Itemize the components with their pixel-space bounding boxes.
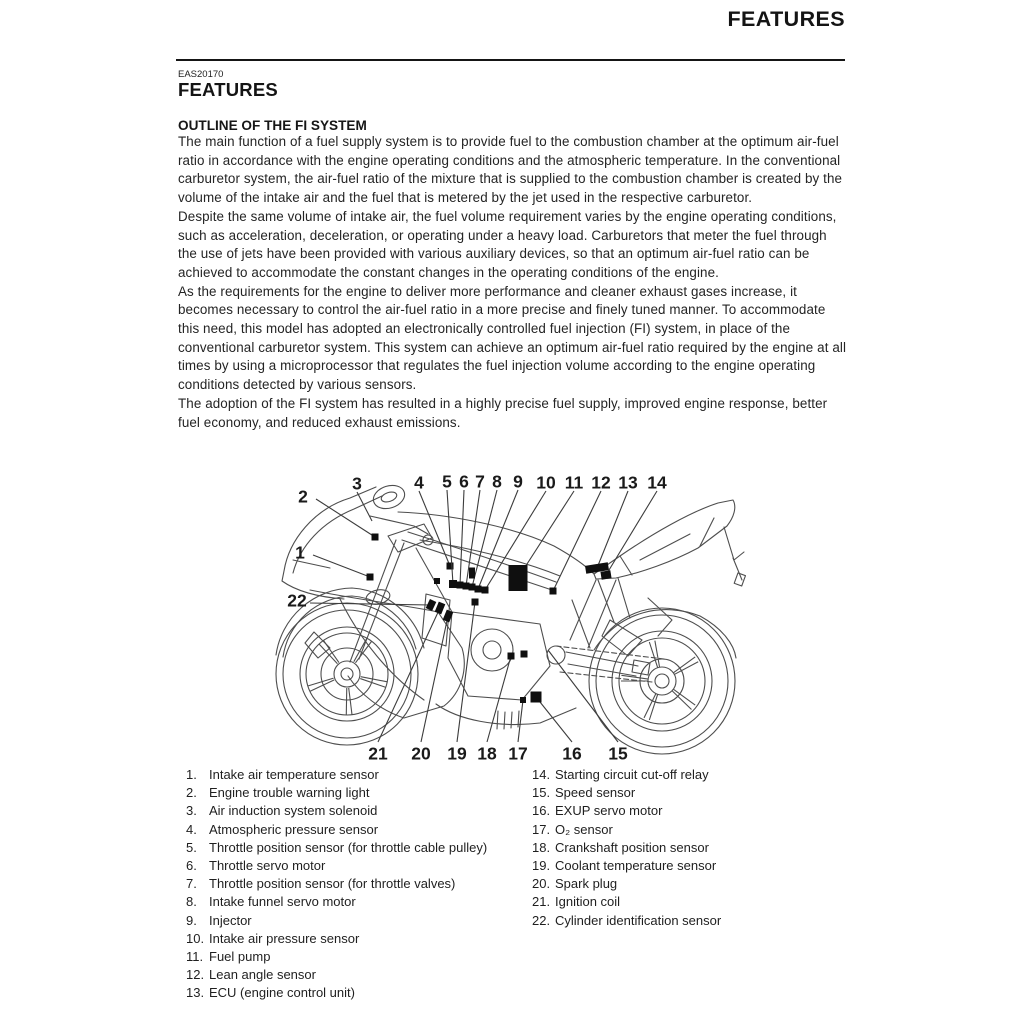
callout-number: 19 [447, 743, 467, 764]
legend-item-number: 22. [532, 912, 551, 928]
callout-marker [472, 599, 479, 606]
legend-item [532, 875, 842, 893]
callout-number: 20 [411, 743, 431, 764]
section-heading: OUTLINE OF THE FI SYSTEM [178, 118, 367, 133]
callout-marker [531, 692, 542, 703]
callout-number: 17 [508, 743, 528, 764]
callouts-layer [287, 471, 667, 763]
legend-item-label: Throttle position sensor (for throttle valves) [209, 876, 456, 892]
callout-leader-line [421, 616, 448, 742]
legend-item [532, 839, 842, 857]
legend-item [532, 802, 842, 820]
legend-item-number: 7. [186, 876, 197, 892]
legend-item-number: 15. [532, 785, 551, 801]
legend-column-left [186, 766, 508, 1003]
callout-marker [521, 651, 528, 658]
legend-item-label: Atmospheric pressure sensor [209, 821, 379, 837]
legend-item-label: Spark plug [555, 876, 618, 892]
legend-item-number: 1. [186, 767, 197, 782]
legend-item [186, 875, 508, 893]
legend-item-number: 9. [186, 912, 197, 928]
callout-marker [463, 583, 470, 590]
legend-item [186, 984, 508, 1002]
legend-item [186, 857, 508, 875]
legend-column-right [532, 766, 842, 930]
legend-item [186, 766, 508, 784]
callout-number: 13 [618, 472, 638, 493]
callout-number: 21 [368, 743, 388, 764]
wheels-line-art [276, 603, 735, 754]
legend-item-label: Injector [209, 912, 252, 928]
legend-item-number: 8. [186, 894, 197, 910]
callout-number: 2 [298, 486, 308, 507]
callout-marker [469, 568, 475, 579]
legend-item-number: 4. [186, 821, 197, 837]
legend-item-label: Throttle servo motor [209, 858, 326, 874]
callout-number: 1 [295, 542, 305, 563]
legend-item-label: O₂ sensor [555, 821, 613, 837]
callout-number: 9 [513, 471, 523, 492]
legend-item-number: 12. [186, 967, 205, 983]
callout-number: 7 [475, 471, 485, 492]
callout-leader-line [447, 490, 453, 584]
callout-marker [434, 578, 440, 584]
legend-item-label: Coolant temperature sensor [555, 858, 717, 874]
callout-marker [426, 599, 437, 611]
legend-item-label: Engine trouble warning light [209, 785, 370, 801]
legend-item-label: Intake air temperature sensor [209, 767, 379, 782]
callout-number: 3 [352, 473, 362, 494]
callout-marker [482, 587, 489, 594]
callout-leader-line [316, 499, 375, 537]
legend-item-label: EXUP servo motor [555, 803, 663, 819]
callout-marker [367, 574, 374, 581]
legend-item-label: Intake funnel servo motor [209, 894, 356, 910]
callout-leader-line [457, 602, 475, 742]
legend-item [186, 839, 508, 857]
legend-item-label: Fuel pump [209, 949, 271, 965]
legend-item [532, 893, 842, 911]
legend-item-number: 14. [532, 767, 551, 782]
callout-marker [509, 565, 528, 591]
legend-item-label: Crankshaft position sensor [555, 839, 709, 855]
legend-item-number: 10. [186, 930, 205, 946]
callout-number: 14 [647, 472, 667, 493]
legend-item [186, 784, 508, 802]
callout-leader-line [606, 491, 657, 575]
legend-item [532, 857, 842, 875]
callout-leader-line [419, 491, 450, 566]
callout-marker [449, 580, 457, 588]
legend-item [532, 784, 842, 802]
legend-item-label: Lean angle sensor [209, 967, 316, 983]
callout-number: 4 [414, 472, 424, 493]
chapter-title: FEATURES [178, 79, 278, 100]
legend-item-number: 11. [186, 949, 204, 965]
legend-item [186, 966, 508, 984]
legend-item [186, 948, 508, 966]
legend-item [186, 893, 508, 911]
callout-leader-line [548, 650, 618, 742]
legend-item [186, 912, 508, 930]
header-rule [176, 59, 845, 61]
callout-leader-line [597, 491, 628, 568]
legend-item-label: Speed sensor [555, 785, 636, 801]
callout-leader-line [553, 491, 601, 591]
callout-marker [520, 697, 526, 703]
callout-marker [550, 588, 557, 595]
legend-item [186, 802, 508, 820]
legend-item-number: 3. [186, 803, 197, 819]
legend-item-number: 18. [532, 839, 551, 855]
legend-item-number: 17. [532, 821, 551, 837]
callout-marker [508, 653, 515, 660]
legend-item-number: 20. [532, 876, 551, 892]
callout-number: 8 [492, 471, 502, 492]
legend-item-label: Cylinder identification sensor [555, 912, 722, 928]
legend-item-number: 13. [186, 985, 205, 1001]
legend-item-number: 2. [186, 785, 197, 801]
body-paragraph: As the requirements for the engine to deliver more performance and cleaner exhaust gases increase, it becomes necessary to control the air-fuel ratio in a more precise and finely tuned manner. To accommodate this need, this model has adopted an electronically controlled fuel injection (FI) system, in place of the conventional carburetor system. This system can achieve an optimum air-fuel ratio required by the engine at all times by using a microprocessor that regulates the fuel injection volume according to the engine operating conditions detected by various sensors. [178, 283, 847, 393]
callout-leader-line [460, 490, 464, 585]
callout-leader-line [536, 697, 572, 742]
callout-number: 22 [287, 590, 307, 611]
legend-item-label: Throttle position sensor (for throttle cable pulley) [209, 839, 488, 855]
body-paragraph: The adoption of the FI system has resulted in a highly precise fuel supply, improved engine response, better fuel economy, and reduced exhaust emissions. [178, 395, 828, 430]
legend-item [532, 821, 842, 839]
callout-number: 16 [562, 743, 582, 764]
legend-item-number: 21. [532, 894, 551, 910]
callout-number: 12 [591, 472, 611, 493]
running-header-title: FEATURES [727, 7, 845, 31]
legend-item-number: 6. [186, 858, 197, 874]
callout-marker [435, 602, 446, 615]
callout-number: 5 [442, 471, 452, 492]
legend-item-label: Intake air pressure sensor [209, 930, 360, 946]
callout-number: 6 [459, 471, 469, 492]
callout-marker [475, 586, 482, 593]
callout-number: 18 [477, 743, 497, 764]
doc-code: EAS20170 [178, 69, 224, 80]
callout-marker [372, 534, 379, 541]
body-paragraph: The main function of a fuel supply system is to provide fuel to the combustion chamber at the optimum air-fuel ratio in accordance with the engine operating conditions and the atmospheric temperature. In the conventional carburetor system, the air-fuel ratio of the mixture that is supplied to the combustion chamber is created by the volume of the intake air and the fuel that is metered by the jet used in the respective carburetor. [178, 134, 843, 206]
callout-marker [469, 584, 476, 591]
callout-marker [600, 570, 611, 579]
body-paragraph: Despite the same volume of intake air, the fuel volume requirement varies by the engine operating conditions, such as acceleration, deceleration, or operating under a heavy load. Carburetors that meter the fuel through the use of jets have been provided with various auxiliary devices, so that an optimum air-fuel ratio can be achieved to accommodate the constant changes in the operating conditions of the engine. [178, 208, 837, 280]
fi-system-diagram [270, 460, 750, 768]
callout-number: 11 [564, 472, 584, 493]
callout-number: 10 [536, 472, 556, 493]
legend-item [532, 766, 842, 784]
callout-number: 15 [608, 743, 628, 764]
legend-item-label: Ignition coil [555, 894, 621, 910]
legend-item-label: ECU (engine control unit) [209, 985, 355, 1001]
legend-item-number: 16. [532, 803, 551, 819]
body-text [178, 133, 847, 432]
callout-leader-line [378, 608, 440, 742]
legend-item-number: 19. [532, 858, 551, 874]
legend-item [532, 912, 842, 930]
motorcycle-diagram-svg [270, 460, 750, 768]
legend-item-label: Air induction system solenoid [209, 803, 378, 819]
legend-item-label: Starting circuit cut-off relay [555, 767, 709, 782]
legend-item [186, 930, 508, 948]
legend-item [186, 821, 508, 839]
callout-marker [457, 582, 464, 589]
legend-item-number: 5. [186, 839, 197, 855]
